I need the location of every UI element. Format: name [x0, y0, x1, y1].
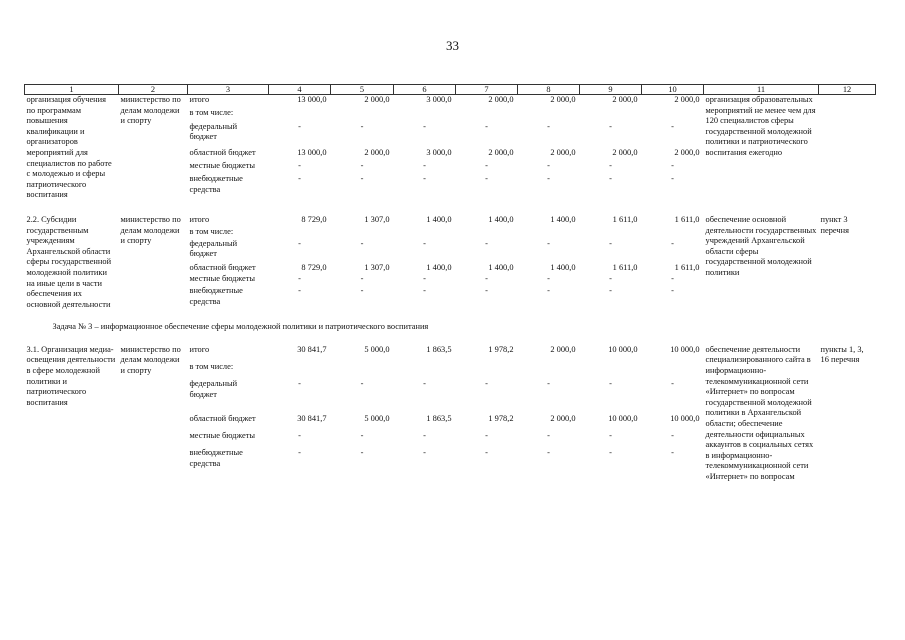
funding-value: 1 307,0: [364, 262, 390, 272]
funding-value: -: [547, 379, 550, 389]
indicator-link: [819, 95, 876, 201]
funding-value: 2 000,0: [612, 95, 638, 104]
funding-value: -: [423, 430, 426, 440]
column-number: 11: [704, 85, 819, 95]
funding-value: -: [360, 238, 364, 248]
funding-value: [269, 108, 331, 121]
funding-value: -: [298, 286, 301, 296]
funding-value: 8 729,0: [301, 214, 327, 224]
funding-value: 1 978,2: [488, 413, 514, 423]
funding-source-label: в том числе:: [189, 362, 234, 372]
column-number: 12: [819, 85, 876, 95]
funding-value: 1 863,5: [426, 413, 452, 423]
funding-value: 30 841,7: [297, 344, 327, 354]
funding-value: 10 000,0: [608, 413, 638, 423]
funding-value: [580, 362, 642, 379]
funding-value: [394, 362, 456, 379]
funding-value: -: [298, 161, 301, 171]
funding-value: 3 000,0: [426, 95, 452, 104]
funding-value: -: [671, 430, 674, 440]
funding-value: -: [423, 121, 426, 131]
funding-source-label: внебюджетные средства: [189, 286, 243, 306]
funding-value: -: [671, 379, 674, 389]
funding-value: -: [298, 238, 301, 248]
funding-value: -: [360, 161, 364, 171]
funding-value: -: [547, 430, 550, 440]
funding-value: -: [360, 274, 364, 284]
funding-value: -: [547, 448, 550, 458]
funding-value: -: [485, 121, 488, 131]
measure-title: 3.1. Организация медиа-освещения деятельности в сфере молодежной политики и патриотического воспитания: [26, 344, 116, 407]
funding-source-label: в том числе:: [189, 108, 234, 118]
funding-value: 2 000,0: [550, 344, 576, 354]
funding-value: -: [671, 286, 674, 296]
funding-value: 1 611,0: [674, 214, 700, 224]
task-heading-row: [25, 310, 876, 345]
measure-title: 2.2. Субсидии государственным учреждениям Архангельской области сферы государственной молодежной политики на иные цели в части обеспечения их основной деятельности: [26, 214, 112, 309]
funding-value: 1 978,2: [488, 344, 514, 354]
responsible-ministry: министерство по делам молодежи и спорту: [120, 95, 181, 126]
page-number: 33: [446, 38, 459, 53]
funding-value: [269, 362, 331, 379]
funding-value: -: [671, 121, 674, 131]
funding-value: [580, 108, 642, 121]
program-table: [24, 84, 876, 483]
funding-value: -: [547, 121, 550, 131]
column-number: 10: [642, 85, 704, 95]
funding-source-label: областной бюджет: [189, 148, 256, 158]
funding-value: -: [485, 430, 488, 440]
funding-source-label: внебюджетные средства: [189, 448, 243, 468]
funding-value: -: [298, 430, 301, 440]
funding-value: 10 000,0: [608, 344, 638, 354]
funding-value: 2 000,0: [488, 95, 514, 104]
funding-value: -: [298, 174, 301, 184]
funding-value: [394, 108, 456, 121]
funding-value: 3 000,0: [426, 148, 452, 158]
task-heading: Задача № 3 – информационное обеспечение сферы молодежной политики и патриотического воспитания: [52, 322, 429, 332]
funding-value: -: [609, 430, 612, 440]
funding-value: [456, 108, 518, 121]
funding-value: -: [298, 121, 301, 131]
funding-source-label: местные бюджеты: [189, 161, 256, 171]
funding-source-label: итого: [189, 95, 210, 104]
funding-value: -: [547, 174, 550, 184]
funding-value: 8 729,0: [301, 262, 327, 272]
funding-value: -: [298, 448, 301, 458]
funding-source-label: областной бюджет: [189, 413, 256, 423]
funding-value: 1 307,0: [364, 214, 390, 224]
funding-value: 2 000,0: [550, 413, 576, 423]
funding-value: [518, 362, 580, 379]
measure-title: организация обучения по программам повышения квалификации и организаторов мероприятий для специалистов по работе с молодежью и сферы патриотического воспитания: [26, 95, 112, 200]
funding-value: [456, 362, 518, 379]
funding-value: -: [547, 286, 550, 296]
funding-value: 2 000,0: [550, 148, 576, 158]
funding-value: -: [423, 448, 426, 458]
funding-value: -: [671, 448, 674, 458]
funding-source-label: в том числе:: [189, 226, 234, 236]
funding-value: 2 000,0: [674, 95, 700, 104]
funding-value: -: [360, 448, 364, 458]
funding-value: 1 400,0: [488, 214, 514, 224]
column-number: 9: [580, 85, 642, 95]
funding-source-label: местные бюджеты: [189, 274, 256, 284]
funding-source-label: федеральный бюджет: [189, 121, 238, 142]
funding-value: [331, 108, 394, 121]
funding-source-label: местные бюджеты: [189, 430, 256, 440]
spacer-row: [25, 201, 876, 215]
funding-value: 1 400,0: [426, 262, 452, 272]
funding-value: -: [671, 238, 674, 248]
funding-value: -: [485, 448, 488, 458]
funding-value: -: [423, 274, 426, 284]
funding-value: -: [609, 274, 612, 284]
funding-value: -: [423, 286, 426, 296]
funding-value: -: [423, 379, 426, 389]
funding-value: -: [485, 286, 488, 296]
table-row: [25, 215, 876, 227]
column-number: 8: [518, 85, 580, 95]
funding-value: 2 000,0: [612, 148, 638, 158]
column-number-row: [25, 85, 876, 95]
funding-value: -: [609, 448, 612, 458]
funding-value: 2 000,0: [550, 95, 576, 104]
column-number: 4: [269, 85, 331, 95]
funding-value: -: [609, 286, 612, 296]
indicator-link: пункты 1, 3, 16 перечня: [820, 344, 864, 365]
funding-value: 1 400,0: [426, 214, 452, 224]
table-row: [25, 345, 876, 362]
funding-value: -: [485, 174, 488, 184]
funding-value: 13 000,0: [297, 148, 327, 158]
funding-value: [331, 362, 394, 379]
funding-value: -: [609, 379, 612, 389]
funding-value: 1 400,0: [488, 262, 514, 272]
column-number: 5: [331, 85, 394, 95]
funding-value: 10 000,0: [670, 344, 700, 354]
funding-value: [331, 227, 394, 239]
responsible-ministry: министерство по делам молодежи и спорту: [120, 214, 181, 246]
funding-value: -: [423, 174, 426, 184]
funding-source-label: федеральный бюджет: [189, 379, 238, 399]
funding-value: 2 000,0: [674, 148, 700, 158]
expected-result: обеспечение основной деятельности государственных учреждений Архангельской области сферы государственной молодежной политики: [705, 214, 817, 277]
funding-value: -: [423, 161, 426, 171]
funding-value: -: [360, 379, 364, 389]
funding-value: 1 400,0: [550, 214, 576, 224]
funding-value: [269, 227, 331, 239]
funding-value: -: [609, 174, 612, 184]
funding-value: 5 000,0: [364, 344, 390, 354]
funding-value: [518, 227, 580, 239]
funding-value: -: [360, 174, 364, 184]
funding-source-label: областной бюджет: [189, 262, 256, 272]
funding-value: 1 863,5: [426, 344, 452, 354]
funding-value: -: [298, 274, 301, 284]
funding-value: -: [547, 274, 550, 284]
spacer-cell: [25, 201, 876, 215]
funding-source-label: внебюджетные средства: [189, 174, 243, 195]
funding-value: -: [609, 161, 612, 171]
column-number: 7: [456, 85, 518, 95]
funding-value: 2 000,0: [364, 95, 390, 104]
column-number: 1: [25, 85, 119, 95]
funding-value: [642, 227, 704, 239]
funding-value: -: [547, 161, 550, 171]
funding-value: -: [609, 121, 612, 131]
funding-value: 1 611,0: [612, 262, 638, 272]
expected-result: организация образовательных мероприятий не менее чем для 120 специалистов сферы государственной молодежной политики и патриотического воспитания ежегодно: [705, 95, 816, 157]
funding-value: [642, 362, 704, 379]
funding-value: -: [485, 379, 488, 389]
funding-value: -: [671, 161, 674, 171]
funding-value: -: [609, 238, 612, 248]
expected-result: обеспечение деятельности специализированного сайта в информационно-телекоммуникационной сети «Интернет» по вопросам государственной молодежной политики в Архангельской области; обеспечение деятельности официальных аккаунтов в социальных сетях в информационно-телекоммуникационной сети «Интернет» по вопросам: [705, 344, 814, 481]
funding-value: 2 000,0: [364, 148, 390, 158]
funding-value: 10 000,0: [670, 413, 700, 423]
funding-value: -: [671, 174, 674, 184]
funding-value: [518, 108, 580, 121]
funding-value: -: [485, 161, 488, 171]
funding-value: 1 400,0: [550, 262, 576, 272]
table-row: [25, 95, 876, 109]
funding-source-label: итого: [189, 344, 210, 354]
funding-value: -: [360, 286, 364, 296]
column-number: 2: [119, 85, 188, 95]
funding-value: -: [547, 238, 550, 248]
funding-value: -: [671, 274, 674, 284]
funding-source-label: итого: [189, 214, 210, 224]
funding-value: -: [423, 238, 426, 248]
funding-value: 5 000,0: [364, 413, 390, 423]
funding-value: 13 000,0: [297, 95, 327, 104]
funding-value: 2 000,0: [488, 148, 514, 158]
responsible-ministry: министерство по делам молодежи и спорту: [120, 344, 181, 376]
funding-value: [642, 108, 704, 121]
indicator-link: пункт 3 перечня: [820, 214, 849, 235]
funding-value: 1 611,0: [674, 262, 700, 272]
funding-value: -: [360, 430, 364, 440]
funding-value: [456, 227, 518, 239]
funding-value: 30 841,7: [297, 413, 327, 423]
column-number: 6: [394, 85, 456, 95]
column-number: 3: [188, 85, 269, 95]
funding-value: [580, 227, 642, 239]
funding-value: [394, 227, 456, 239]
funding-value: 1 611,0: [612, 214, 638, 224]
funding-value: -: [485, 274, 488, 284]
funding-value: -: [298, 379, 301, 389]
funding-value: -: [485, 238, 488, 248]
funding-source-label: федеральный бюджет: [189, 238, 238, 259]
funding-value: -: [360, 121, 364, 131]
